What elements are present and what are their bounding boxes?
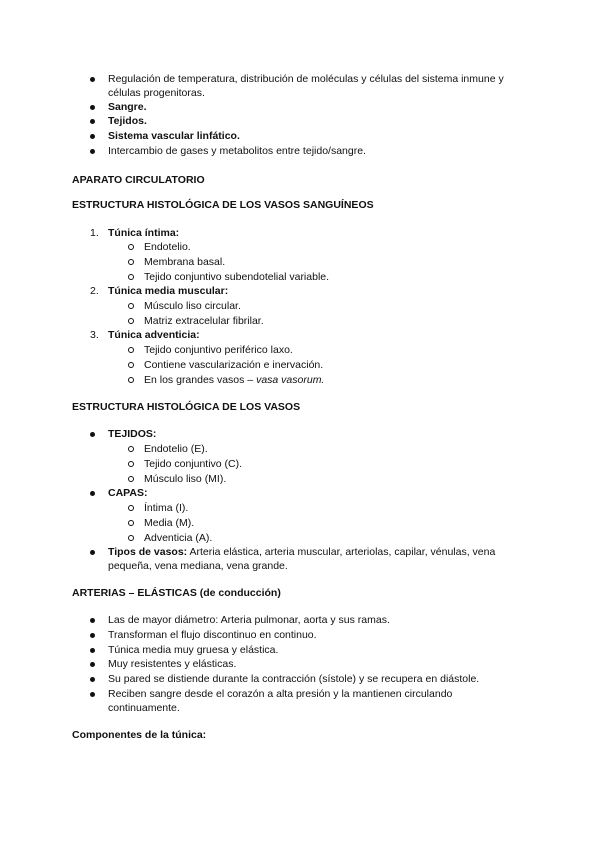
- list-item: Tejido conjuntivo subendotelial variable.: [144, 271, 330, 283]
- bullet-icon: [90, 618, 95, 623]
- bullet-icon: [90, 77, 95, 82]
- bullet-icon: [90, 550, 95, 555]
- heading-estructura-vasos: ESTRUCTURA HISTOLÓGICA DE LOS VASOS: [72, 401, 301, 413]
- list-item-continuation: células progenitoras.: [108, 87, 205, 99]
- bullet-icon: [90, 105, 95, 110]
- list-item: [144, 373, 324, 387]
- list-item: Adventicia (A).: [144, 532, 213, 544]
- bullet-icon: [90, 662, 95, 667]
- list-item-continuation: continuamente.: [108, 702, 180, 714]
- list-item: Transforman el flujo discontinuo en continuo.: [108, 629, 317, 641]
- tipos-label: Tipos de vasos:: [108, 546, 188, 558]
- circle-bullet-icon: [128, 520, 134, 526]
- bullet-icon: [90, 134, 95, 139]
- tunica-title: Túnica íntima:: [108, 227, 180, 239]
- capas-title: CAPAS:: [108, 487, 148, 499]
- circle-bullet-icon: [128, 505, 134, 511]
- list-item-text: En los grandes vasos –: [144, 374, 257, 386]
- list-item-continuation: pequeña, vena mediana, vena grande.: [108, 560, 288, 572]
- heading-aparato: APARATO CIRCULATORIO: [72, 174, 205, 186]
- list-number: 2.: [90, 285, 99, 297]
- bullet-icon: [90, 633, 95, 638]
- bullet-icon: [90, 432, 95, 437]
- list-item: Matriz extracelular fibrilar.: [144, 315, 264, 327]
- list-item: Endotelio.: [144, 241, 191, 253]
- circle-bullet-icon: [128, 362, 134, 368]
- tunica-title: Túnica media muscular:: [108, 285, 229, 297]
- list-item: Músculo liso circular.: [144, 300, 241, 312]
- list-item: Media (M).: [144, 517, 195, 529]
- list-item: Intercambio de gases y metabolitos entre tejido/sangre.: [108, 145, 366, 157]
- list-item: Tejidos.: [108, 115, 147, 127]
- list-item: Tejido conjuntivo (C).: [144, 458, 243, 470]
- list-item: Su pared se distiende durante la contracción (sístole) y se recupera en diástole.: [108, 673, 480, 685]
- list-number: 3.: [90, 329, 99, 341]
- circle-bullet-icon: [128, 318, 134, 324]
- list-item: Sistema vascular linfático.: [108, 130, 240, 142]
- list-item: [108, 545, 495, 559]
- circle-bullet-icon: [128, 461, 134, 467]
- list-item: Músculo liso (MI).: [144, 473, 227, 485]
- circle-bullet-icon: [128, 259, 134, 265]
- list-item: Membrana basal.: [144, 256, 226, 268]
- list-item: Sangre.: [108, 101, 147, 113]
- list-item: Las de mayor diámetro: Arteria pulmonar, aorta y sus ramas.: [108, 614, 390, 626]
- list-item: Muy resistentes y elásticas.: [108, 658, 237, 670]
- circle-bullet-icon: [128, 347, 134, 353]
- circle-bullet-icon: [128, 535, 134, 541]
- bullet-icon: [90, 648, 95, 653]
- heading-estructura-sanguineos: ESTRUCTURA HISTOLÓGICA DE LOS VASOS SANGUÍNEOS: [72, 199, 374, 211]
- list-item: Túnica media muy gruesa y elástica.: [108, 644, 279, 656]
- list-item: Reciben sangre desde el corazón a alta presión y la mantienen circulando: [108, 688, 453, 700]
- list-item: Íntima (I).: [144, 502, 189, 514]
- circle-bullet-icon: [128, 274, 134, 280]
- bullet-icon: [90, 149, 95, 154]
- heading-arterias: ARTERIAS – ELÁSTICAS (de conducción): [72, 587, 281, 599]
- circle-bullet-icon: [128, 244, 134, 250]
- bullet-icon: [90, 491, 95, 496]
- list-item: Regulación de temperatura, distribución de moléculas y células del sistema inmune y: [108, 73, 504, 85]
- list-item: Endotelio (E).: [144, 443, 208, 455]
- circle-bullet-icon: [128, 303, 134, 309]
- circle-bullet-icon: [128, 446, 134, 452]
- list-item-italic: vasa vasorum.: [256, 374, 325, 386]
- list-number: 1.: [90, 227, 99, 239]
- heading-componentes: Componentes de la túnica:: [72, 729, 207, 741]
- list-item: Contiene vascularización e inervación.: [144, 359, 324, 371]
- bullet-icon: [90, 677, 95, 682]
- bullet-icon: [90, 119, 95, 124]
- tejidos-title: TEJIDOS:: [108, 428, 157, 440]
- tunica-title: Túnica adventicia:: [108, 329, 200, 341]
- tipos-text: Arteria elástica, arteria muscular, arteriolas, capilar, vénulas, vena: [187, 546, 496, 558]
- bullet-icon: [90, 692, 95, 697]
- circle-bullet-icon: [128, 476, 134, 482]
- list-item: Tejido conjuntivo periférico laxo.: [144, 344, 293, 356]
- circle-bullet-icon: [128, 377, 134, 383]
